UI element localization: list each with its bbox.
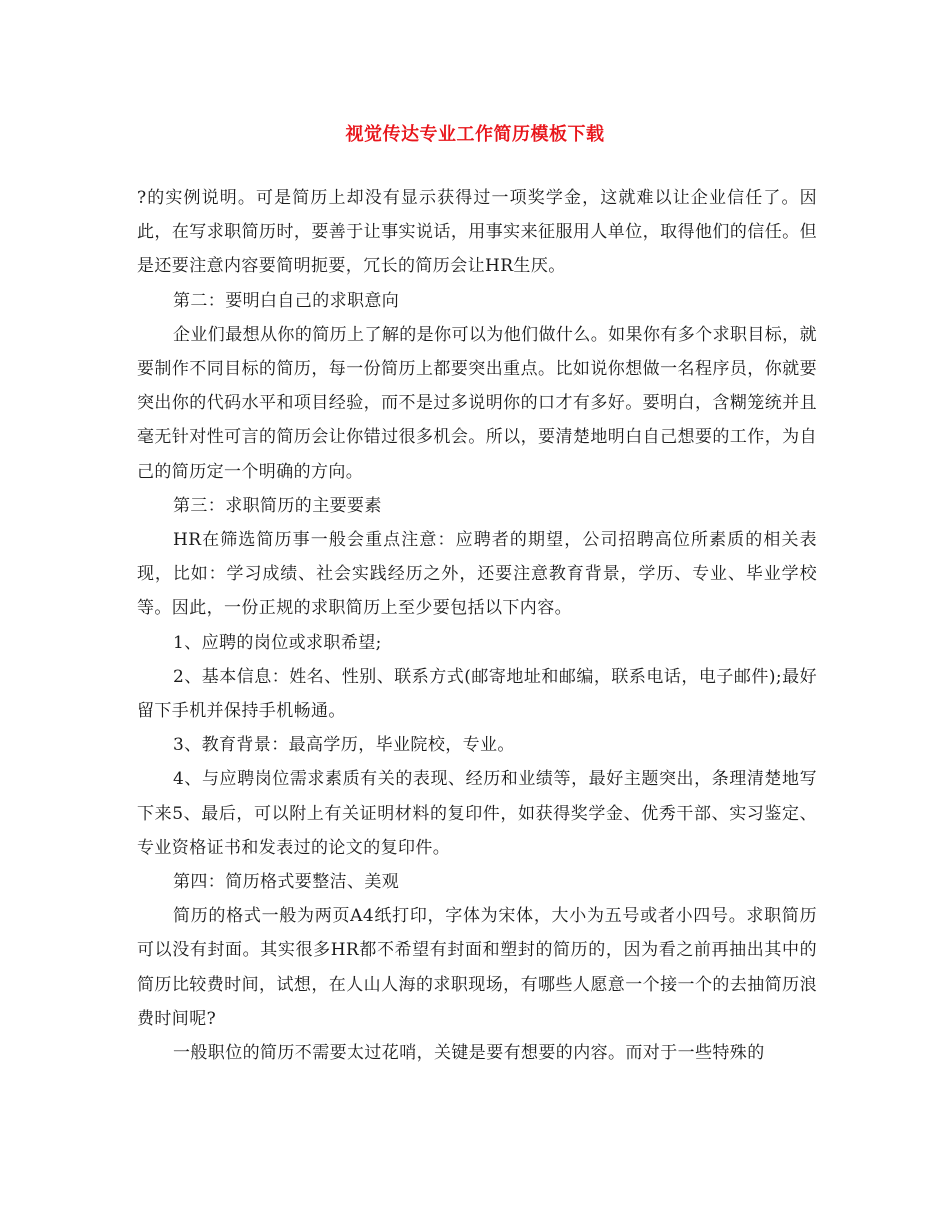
paragraph: ?的实例说明。可是简历上却没有显示获得过一项奖学金，这就难以让企业信任了。因此，在写求职简历时，要善于让事实说话，用事实来征服用人单位，取得他们的信任。但是还要注意内容要简明扼要，冗长的简历会让HR生厌。: [137, 188, 817, 277]
paragraph: HR在筛选简历事一般会重点注意：应聘者的期望，公司招聘高位所素质的相关表现，比如：学习成绩、社会实践经历之外，还要注意教育背景，学历、专业、毕业学校等。因此，一份正规的求职简历上至少要包括以下内容。: [137, 530, 817, 619]
section-heading-2: 第二：要明白自己的求职意向: [173, 290, 400, 311]
list-item: 3、教育背景：最高学历，毕业院校，专业。: [173, 735, 515, 756]
document-body: [137, 181, 817, 1070]
section-heading-3: 第三：求职简历的主要要素: [173, 495, 382, 516]
list-item: 1、应聘的岗位或求职希望;: [173, 632, 382, 653]
list-item: 2、基本信息：姓名、性别、联系方式(邮寄地址和邮编，联系电话，电子邮件);最好留下手机并保持手机畅通。: [137, 666, 817, 722]
section-heading-4: 第四：简历格式要整洁、美观: [173, 872, 400, 893]
paragraph: 简历的格式一般为两页A4纸打印，字体为宋体，大小为五号或者小四号。求职简历可以没有封面。其实很多HR都不希望有封面和塑封的简历的，因为看之前再抽出其中的简历比较费时间，试想，在人山人海的求职现场，有哪些人愿意一个接一个的去抽简历浪费时间呢?: [137, 906, 817, 1029]
paragraph: 企业们最想从你的简历上了解的是你可以为他们做什么。如果你有多个求职目标，就要制作不同目标的简历，每一份简历上都要突出重点。比如说你想做一名程序员，你就要突出你的代码水平和项目经验，而不是过多说明你的口才有多好。要明白，含糊笼统并且毫无针对性可言的简历会让你错过很多机会。所以，要清楚地明白自己想要的工作，为自己的简历定一个明确的方向。: [137, 324, 817, 482]
document-title: 视觉传达专业工作简历模板下载: [345, 124, 605, 145]
paragraph: 一般职位的简历不需要太过花哨，关键是要有想要的内容。而对于一些特殊的: [173, 1043, 765, 1064]
list-item: 4、与应聘岗位需求素质有关的表现、经历和业绩等，最好主题突出，条理清楚地写下来5、最后，可以附上有关证明材料的复印件，如获得奖学金、优秀干部、实习鉴定、专业资格证书和发表过的论文的复印件。: [137, 769, 817, 858]
